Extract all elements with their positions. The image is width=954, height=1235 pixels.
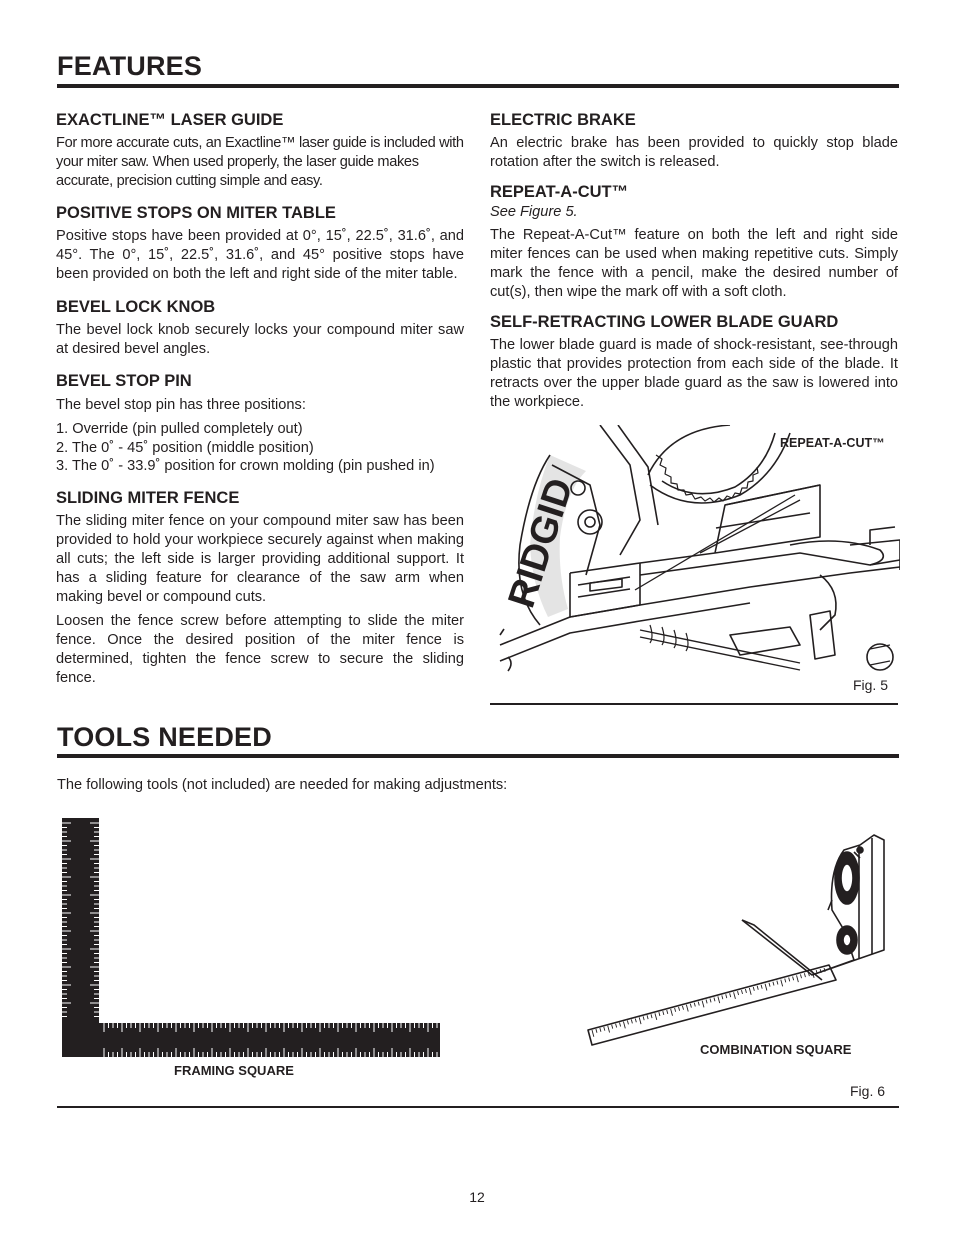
list-item: 2. The 0˚ - 45˚ position (middle position) xyxy=(56,439,314,456)
electric-brake-heading: ELECTRIC BRAKE xyxy=(490,111,636,129)
features-right-column xyxy=(490,110,898,412)
brand-logo-text: RIDGID xyxy=(500,473,582,613)
page-number: 12 xyxy=(469,1189,485,1205)
electric-brake-body: An electric brake has been provided to quickly stop blade rotation after the switch is released. xyxy=(490,135,898,170)
bevel-stop-intro: The bevel stop pin has three positions: xyxy=(56,397,306,413)
laser-guide-body: For more accurate cuts, an Exactline™ laser guide is included with your miter saw. When used properly, the laser guide makes accurate, precision cutting simple and easy. xyxy=(56,135,464,189)
features-title: FEATURES xyxy=(57,51,203,81)
bevel-lock-body: The bevel lock knob securely locks your compound miter saw at desired bevel angles. xyxy=(56,322,464,357)
list-item: 1. Override (pin pulled completely out) xyxy=(56,421,303,437)
positive-stops-body: Positive stops have been provided at 0°, 15˚, 22.5˚, 31.6˚, and 45°. The 0°, 15˚, 22.5˚, 31.6˚, and 45° positive stops have been provided on both the left and right side of the miter table. xyxy=(56,228,464,282)
combination-square-label: COMBINATION SQUARE xyxy=(700,1042,852,1057)
framing-square-illustration xyxy=(56,815,446,1060)
bevel-lock-heading: BEVEL LOCK KNOB xyxy=(56,298,216,316)
sliding-fence-body-1: The sliding miter fence on your compound miter saw has been provided to hold your workpiece securely against when making all cuts; the left side is larger providing additional support. It has a sliding feature for clearance of the saw arm when making bevel or compound cuts. xyxy=(56,512,464,605)
positive-stops-section xyxy=(56,203,464,284)
laser-guide-section xyxy=(56,110,464,191)
repeat-a-cut-body: The Repeat-A-Cut™ feature on both the left and right side miter fences can be used when making repetitive cuts. Simply mark the fence with a pencil, make the desired number of cut(s), then wipe the mark off with a soft cloth. xyxy=(490,227,898,300)
framing-square-label: FRAMING SQUARE xyxy=(174,1063,294,1078)
bevel-stop-section xyxy=(56,371,464,476)
laser-guide-heading: EXACTLINE™ LASER GUIDE xyxy=(56,111,284,129)
blade-guard-heading: SELF-RETRACTING LOWER BLADE GUARD xyxy=(490,313,839,331)
figure-6-caption: Fig. 6 xyxy=(850,1083,886,1099)
blade-guard-body: The lower blade guard is made of shock-resistant, see-through plastic that provides protection from each side of the blade. It retracts over the upper blade guard as the saw is lowered into the workpiece. xyxy=(490,337,898,410)
features-left-column xyxy=(56,110,464,688)
positive-stops-heading: POSITIVE STOPS ON MITER TABLE xyxy=(56,204,336,222)
bevel-stop-list xyxy=(56,420,464,476)
figure-6-bottom-rule xyxy=(57,1106,899,1108)
tools-intro: The following tools (not included) are needed for making adjustments: xyxy=(57,777,508,793)
bevel-lock-section xyxy=(56,297,464,359)
repeat-a-cut-heading: REPEAT-A-CUT™ xyxy=(490,183,629,201)
figure-5-bottom-rule xyxy=(490,703,898,705)
tools-title: TOOLS NEEDED xyxy=(57,722,272,752)
bevel-stop-heading: BEVEL STOP PIN xyxy=(56,372,192,390)
repeat-a-cut-section xyxy=(490,182,898,302)
tools-rule xyxy=(57,754,899,758)
electric-brake-section xyxy=(490,110,898,172)
features-rule xyxy=(57,84,899,88)
blade-guard-section xyxy=(490,312,898,412)
repeat-a-cut-see-figure: See Figure 5. xyxy=(490,204,578,220)
miter-saw-illustration xyxy=(490,425,900,681)
figure-5 xyxy=(490,425,900,705)
list-item: 3. The 0˚ - 33.9˚ position for crown molding (pin pushed in) xyxy=(56,458,435,474)
combination-square-illustration xyxy=(584,830,894,1060)
sliding-fence-heading: SLIDING MITER FENCE xyxy=(56,488,240,507)
figure-5-caption: Fig. 5 xyxy=(852,677,888,693)
sliding-fence-section xyxy=(56,488,464,688)
sliding-fence-body-2: Loosen the fence screw before attempting to slide the miter fence. Once the desired position of the miter fence is determined, tighten the fence screw to secure the sliding fence. xyxy=(56,612,464,686)
repeat-a-cut-callout: REPEAT-A-CUT™ xyxy=(780,436,885,450)
figure-6 xyxy=(56,815,898,1105)
